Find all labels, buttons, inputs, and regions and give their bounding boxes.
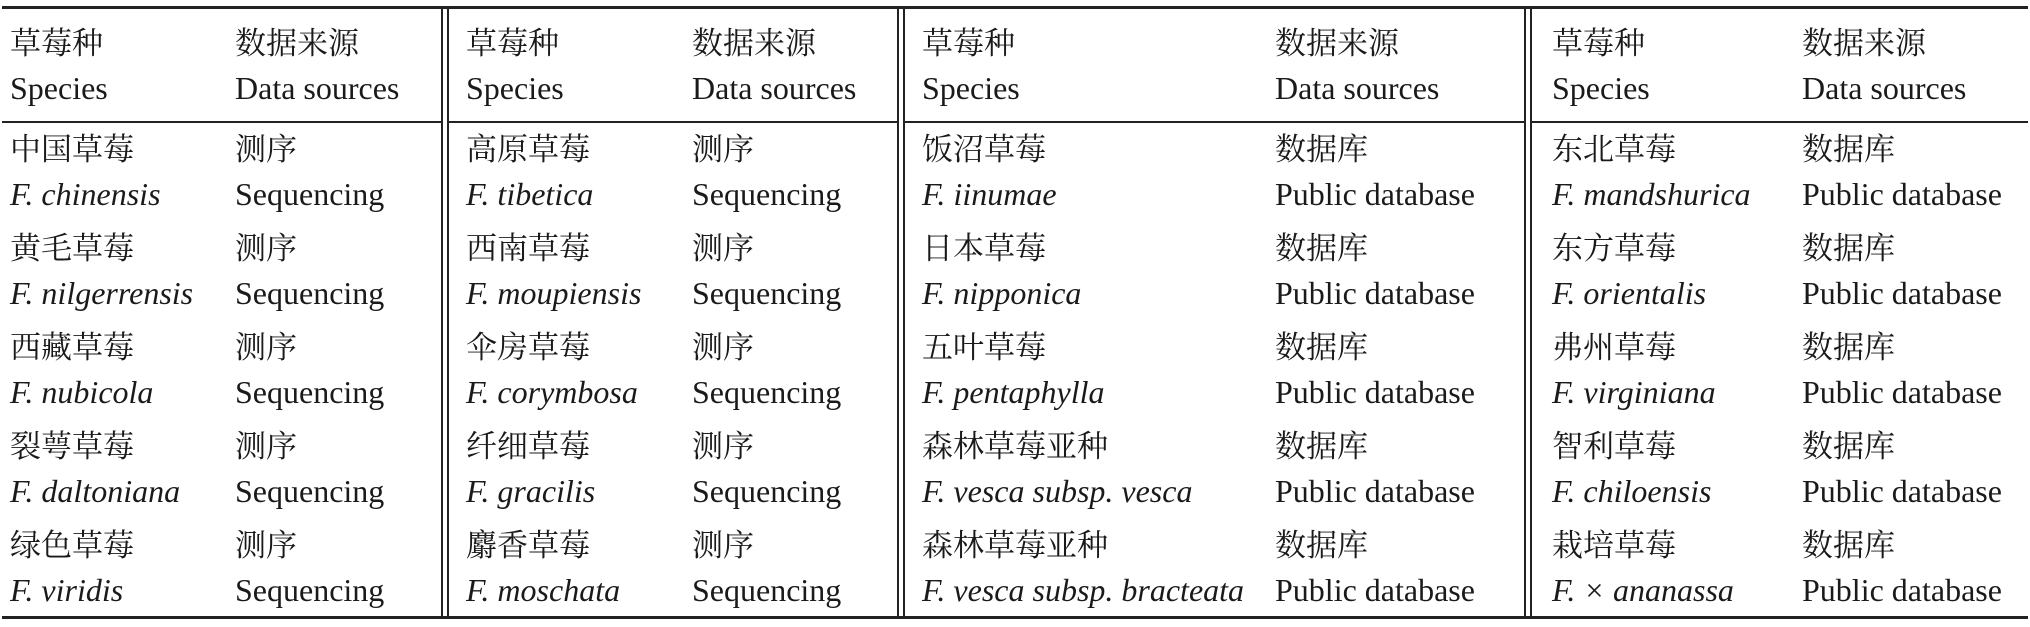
header-rule — [1532, 121, 2028, 123]
species-cell — [922, 128, 1057, 216]
species-cell — [466, 326, 638, 414]
header-source-cn: 数据来源 — [1275, 26, 1399, 62]
table-top-rule — [2, 6, 2028, 9]
source-cell-cn: 数据库 — [1275, 132, 1368, 168]
species-cell-cn: 纤细草莓 — [466, 429, 590, 465]
header-source-en: Data sources — [1802, 70, 1967, 106]
source-cell-cn: 数据库 — [1275, 231, 1368, 267]
species-cell-cn: 西藏草莓 — [10, 330, 134, 366]
source-cell-cn: 数据库 — [1802, 330, 1895, 366]
source-cell-en: Public database — [1275, 275, 1475, 311]
header-source — [692, 22, 856, 110]
source-cell — [235, 524, 384, 612]
source-cell-cn: 测序 — [692, 132, 754, 168]
species-cell — [10, 227, 193, 315]
header-species — [466, 22, 564, 110]
header-species-en: Species — [922, 70, 1020, 106]
species-cell — [10, 326, 153, 414]
species-cell — [466, 128, 593, 216]
species-cell-cn: 日本草莓 — [922, 231, 1046, 267]
table-bottom-rule — [2, 616, 2028, 619]
species-cell-cn: 弗州草莓 — [1552, 330, 1676, 366]
source-cell — [235, 227, 384, 315]
species-cell-cn: 裂萼草莓 — [10, 429, 134, 465]
source-cell-en: Public database — [1802, 275, 2002, 311]
header-species-cn: 草莓种 — [10, 26, 103, 62]
header-source-cn: 数据来源 — [1802, 26, 1926, 62]
source-cell-en: Sequencing — [692, 473, 842, 509]
source-cell — [235, 128, 384, 216]
species-cell — [466, 227, 641, 315]
source-cell — [1802, 425, 2002, 513]
species-cell-cn: 东方草莓 — [1552, 231, 1676, 267]
source-cell-en: Sequencing — [692, 572, 842, 608]
source-cell-en: Public database — [1802, 374, 2002, 410]
source-cell-cn: 数据库 — [1802, 429, 1895, 465]
species-cell — [1552, 227, 1706, 315]
header-species-cn: 草莓种 — [466, 26, 559, 62]
species-cell — [10, 128, 161, 216]
species-cell — [922, 425, 1192, 513]
species-cell-en: F. nipponica — [922, 275, 1082, 311]
header-source-en: Data sources — [692, 70, 857, 106]
species-cell-en: F. virginiana — [1552, 374, 1716, 410]
source-cell-cn: 数据库 — [1802, 528, 1895, 564]
source-cell-en: Sequencing — [235, 275, 385, 311]
source-cell-cn: 测序 — [692, 231, 754, 267]
source-cell-en: Sequencing — [235, 572, 385, 608]
source-cell — [692, 524, 841, 612]
source-cell-cn: 测序 — [692, 330, 754, 366]
source-cell — [1275, 425, 1475, 513]
species-cell-cn: 五叶草莓 — [922, 330, 1046, 366]
source-cell — [692, 326, 841, 414]
source-cell — [1802, 227, 2002, 315]
source-cell-cn: 测序 — [235, 132, 297, 168]
header-species-en: Species — [1552, 70, 1650, 106]
species-cell-en: F. orientalis — [1552, 275, 1707, 311]
source-cell-cn: 测序 — [692, 528, 754, 564]
header-source-cn: 数据来源 — [235, 26, 359, 62]
species-cell-en: F. moupiensis — [466, 275, 642, 311]
species-cell — [10, 524, 134, 612]
species-cell-en: F. corymbosa — [466, 374, 638, 410]
source-cell — [1275, 326, 1475, 414]
species-cell-cn: 东北草莓 — [1552, 132, 1676, 168]
species-cell — [922, 524, 1244, 612]
header-source — [235, 22, 399, 110]
header-rule — [449, 121, 897, 123]
species-cell-en: F. chiloensis — [1552, 473, 1712, 509]
source-cell-en: Sequencing — [235, 374, 385, 410]
header-species — [1552, 22, 1650, 110]
source-cell — [235, 425, 384, 513]
source-cell-en: Sequencing — [692, 374, 842, 410]
source-cell-en: Sequencing — [692, 176, 842, 212]
source-cell-cn: 测序 — [692, 429, 754, 465]
header-rule — [905, 121, 1524, 123]
species-cell — [10, 425, 180, 513]
header-species-cn: 草莓种 — [922, 26, 1015, 62]
species-cell — [922, 227, 1081, 315]
species-cell-cn: 栽培草莓 — [1552, 528, 1676, 564]
source-cell-cn: 数据库 — [1275, 528, 1368, 564]
header-rule — [2, 121, 441, 123]
species-cell-cn: 森林草莓亚种 — [922, 429, 1108, 465]
source-cell — [692, 128, 841, 216]
species-cell-cn: 麝香草莓 — [466, 528, 590, 564]
header-source — [1802, 22, 1966, 110]
header-source-en: Data sources — [1275, 70, 1440, 106]
source-cell-en: Sequencing — [692, 275, 842, 311]
source-cell — [1802, 128, 2002, 216]
species-cell-cn: 智利草莓 — [1552, 429, 1676, 465]
source-cell — [1802, 326, 2002, 414]
species-table — [2, 6, 2028, 620]
source-cell-en: Public database — [1275, 473, 1475, 509]
header-species-en: Species — [466, 70, 564, 106]
species-cell-en: F. vesca subsp. vesca — [922, 473, 1193, 509]
header-species — [10, 22, 108, 110]
source-cell-cn: 数据库 — [1275, 429, 1368, 465]
species-cell — [466, 524, 620, 612]
source-cell — [1275, 227, 1475, 315]
block-divider — [1524, 6, 1532, 619]
species-cell-en: F. iinumae — [922, 176, 1057, 212]
species-cell-en: F. chinensis — [10, 176, 161, 212]
header-species — [922, 22, 1020, 110]
species-cell-en: F. vesca subsp. bracteata — [922, 572, 1245, 608]
species-cell-cn: 西南草莓 — [466, 231, 590, 267]
species-cell-en: F. nilgerrensis — [10, 275, 194, 311]
source-cell — [1802, 524, 2002, 612]
source-cell — [1275, 524, 1475, 612]
header-source-en: Data sources — [235, 70, 400, 106]
source-cell-en: Sequencing — [235, 176, 385, 212]
species-cell-cn: 高原草莓 — [466, 132, 590, 168]
species-cell-cn: 森林草莓亚种 — [922, 528, 1108, 564]
source-cell-cn: 测序 — [235, 429, 297, 465]
source-cell-cn: 数据库 — [1802, 231, 1895, 267]
species-cell — [1552, 425, 1711, 513]
species-cell-cn: 中国草莓 — [10, 132, 134, 168]
source-cell-cn: 测序 — [235, 330, 297, 366]
species-cell-en: F. moschata — [466, 572, 621, 608]
header-source-cn: 数据来源 — [692, 26, 816, 62]
source-cell-en: Public database — [1802, 473, 2002, 509]
source-cell-cn: 测序 — [235, 231, 297, 267]
source-cell — [692, 227, 841, 315]
species-cell-cn: 绿色草莓 — [10, 528, 134, 564]
source-cell-en: Public database — [1275, 572, 1475, 608]
species-cell-en: F. pentaphylla — [922, 374, 1105, 410]
source-cell-en: Public database — [1275, 374, 1475, 410]
species-cell-cn: 饭沼草莓 — [922, 132, 1046, 168]
species-cell-en: F. mandshurica — [1552, 176, 1751, 212]
species-cell-en: F. daltoniana — [10, 473, 181, 509]
source-cell — [235, 326, 384, 414]
species-cell-en: F. tibetica — [466, 176, 594, 212]
species-cell — [922, 326, 1105, 414]
source-cell-cn: 数据库 — [1802, 132, 1895, 168]
source-cell-en: Public database — [1275, 176, 1475, 212]
source-cell — [1275, 128, 1475, 216]
source-cell-cn: 数据库 — [1275, 330, 1368, 366]
header-species-en: Species — [10, 70, 108, 106]
species-cell — [466, 425, 595, 513]
source-cell-en: Public database — [1802, 572, 2002, 608]
block-divider — [441, 6, 449, 619]
source-cell — [692, 425, 841, 513]
species-cell-en: F. nubicola — [10, 374, 154, 410]
species-cell-en: F. gracilis — [466, 473, 596, 509]
species-cell-cn: 黄毛草莓 — [10, 231, 134, 267]
species-cell — [1552, 524, 1734, 612]
species-cell — [1552, 128, 1751, 216]
species-cell-en: F. viridis — [10, 572, 124, 608]
source-cell-en: Public database — [1802, 176, 2002, 212]
block-divider — [897, 6, 905, 619]
source-cell-en: Sequencing — [235, 473, 385, 509]
species-cell — [1552, 326, 1716, 414]
header-source — [1275, 22, 1439, 110]
header-species-cn: 草莓种 — [1552, 26, 1645, 62]
species-cell-cn: 伞房草莓 — [466, 330, 590, 366]
source-cell-cn: 测序 — [235, 528, 297, 564]
species-cell-en: F. × ananassa — [1552, 572, 1734, 608]
